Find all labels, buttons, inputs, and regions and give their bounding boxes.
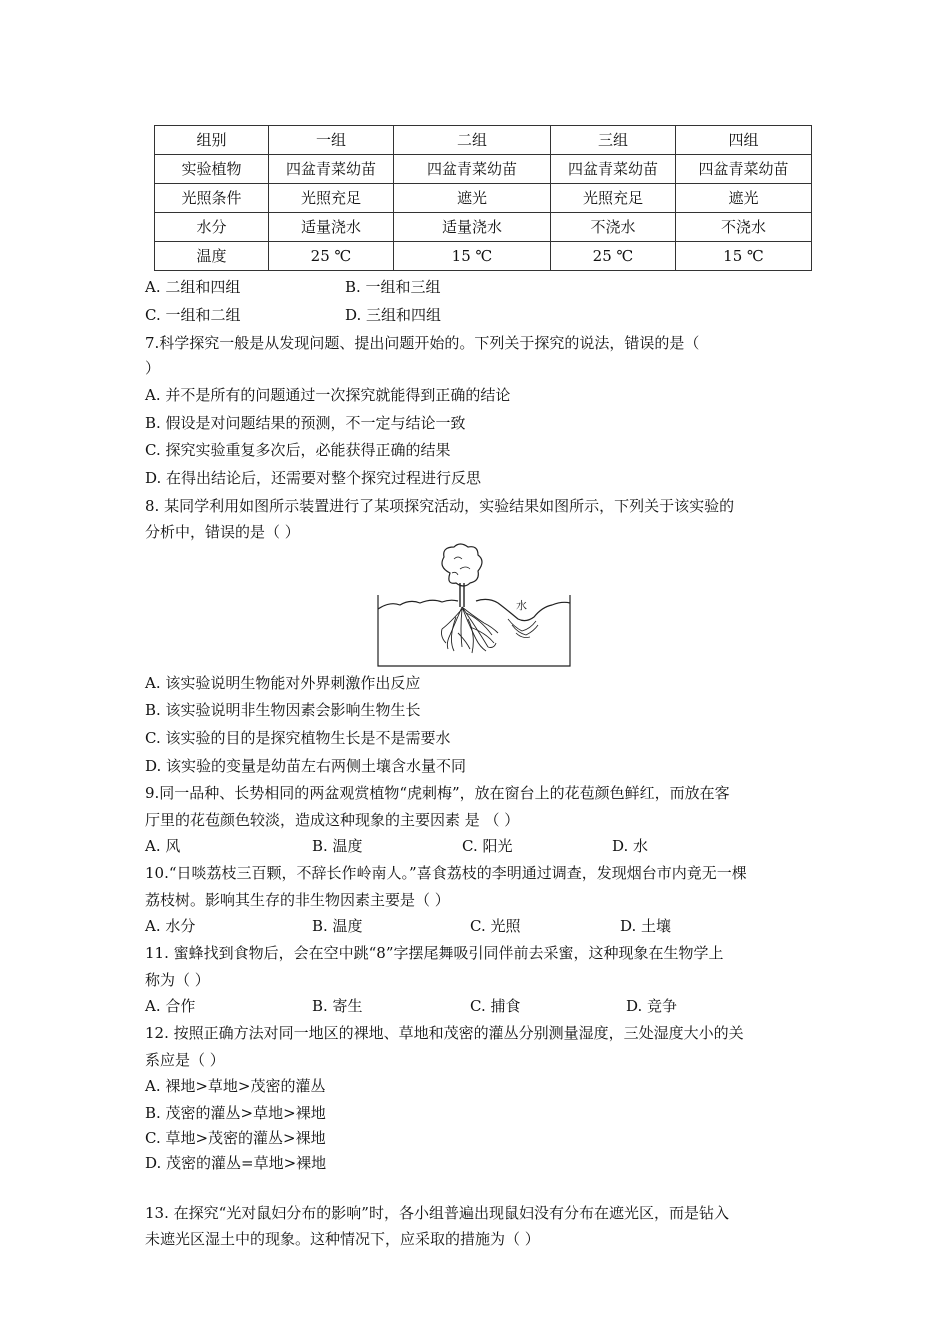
table-cell: 光照充足	[269, 184, 394, 213]
q10-option-c: C. 光照	[470, 917, 521, 935]
table-cell: 光照充足	[551, 184, 676, 213]
q11-option-d: D. 竞争	[626, 997, 678, 1015]
q6-option-c: C. 一组和二组	[145, 306, 241, 324]
q11-option-a: A. 合作	[145, 997, 196, 1015]
table-cell: 25 ℃	[551, 242, 676, 271]
water-label: 水	[516, 600, 527, 612]
q12-option-a: A. 裸地>草地>茂密的灌丛	[145, 1077, 326, 1095]
q12-option-b: B. 茂密的灌丛>草地>裸地	[145, 1104, 326, 1122]
q13-stem-line1: 13. 在探究“光对鼠妇分布的影响”时，各小组普遍出现鼠妇没有分布在遮光区，而是钻入	[145, 1204, 729, 1222]
q7-stem-line2: ）	[145, 359, 161, 377]
q11-stem-line1: 11. 蜜蜂找到食物后，会在空中跳“8”字摆尾舞吸引同伴前去采蜜，这种现象在生物学上	[145, 944, 724, 962]
water-pit	[508, 619, 538, 638]
q7-option-b: B. 假设是对问题结果的预测，不一定与结论一致	[145, 414, 466, 432]
table-cell: 三组	[551, 126, 676, 155]
q10-stem-line1: 10.“日啖荔枝三百颗，不辞长作岭南人。”喜食荔枝的李明通过调查，发现烟台市内竟无一棵	[145, 864, 747, 882]
q9-stem-line1: 9.同一品种、长势相同的两盆观赏植物“虎刺梅”，放在窗台上的花苞颜色鲜红，而放在客	[145, 784, 730, 802]
q12-stem-line1: 12. 按照正确方法对同一地区的裸地、草地和茂密的灌丛分别测量湿度，三处湿度大小的关	[145, 1024, 744, 1042]
q8-stem-line2: 分析中，错误的是（ ）	[145, 523, 300, 541]
q11-option-c: C. 捕食	[470, 997, 521, 1015]
table-cell: 不浇水	[551, 213, 676, 242]
q8-option-d: D. 该实验的变量是幼苗左右两侧土壤含水量不同	[145, 757, 467, 775]
table-cell: 遮光	[676, 184, 812, 213]
q9-option-c: C. 阳光	[462, 837, 513, 855]
q7-option-c: C. 探究实验重复多次后，必能获得正确的结果	[145, 441, 451, 459]
table-row	[155, 184, 812, 213]
q9-option-a: A. 风	[145, 837, 181, 855]
table-cell: 适量浇水	[394, 213, 551, 242]
q10-option-a: A. 水分	[145, 917, 196, 935]
table-cell: 遮光	[394, 184, 551, 213]
table-cell: 温度	[155, 242, 269, 271]
table-cell: 不浇水	[676, 213, 812, 242]
table-cell: 四盆青菜幼苗	[676, 155, 812, 184]
table-cell: 水分	[155, 213, 269, 242]
table-cell: 15 ℃	[394, 242, 551, 271]
q12-option-c: C. 草地>茂密的灌丛>裸地	[145, 1129, 326, 1147]
tree-crown-icon	[442, 544, 482, 586]
q13-stem-line2: 未遮光区湿土中的现象。这种情况下，应采取的措施为（ ）	[145, 1230, 540, 1248]
table-cell: 适量浇水	[269, 213, 394, 242]
table-cell: 四盆青菜幼苗	[551, 155, 676, 184]
q8-option-c: C. 该实验的目的是探究植物生长是不是需要水	[145, 729, 451, 747]
table-cell: 四盆青菜幼苗	[394, 155, 551, 184]
q9-option-d: D. 水	[612, 837, 649, 855]
q9-stem-line2: 厅里的花苞颜色较淡，造成这种现象的主要因素 是 （ ）	[145, 811, 520, 829]
table-row	[155, 126, 812, 155]
q12-option-d: D. 茂密的灌丛=草地>裸地	[145, 1154, 327, 1172]
table-cell: 四盆青菜幼苗	[269, 155, 394, 184]
table-cell: 15 ℃	[676, 242, 812, 271]
q8-stem-line1: 8. 某同学利用如图所示装置进行了某项探究活动，实验结果如图所示，下列关于该实验的	[145, 497, 735, 515]
q7-stem-line1: 7.科学探究一般是从发现问题、提出问题开始的。下列关于探究的说法，错误的是（	[145, 334, 700, 352]
experiment-table	[154, 125, 812, 271]
table-cell: 组别	[155, 126, 269, 155]
q6-option-d: D. 三组和四组	[345, 306, 442, 324]
q10-stem-line2: 荔枝树。影响其生存的非生物因素主要是（ ）	[145, 891, 450, 909]
table-cell: 实验植物	[155, 155, 269, 184]
seedling-water-figure	[376, 543, 572, 667]
container-outline	[378, 595, 570, 666]
q6-option-a: A. 二组和四组	[145, 278, 241, 296]
table-row	[155, 155, 812, 184]
q10-option-b: B. 温度	[312, 917, 363, 935]
q8-option-a: A. 该实验说明生物能对外界刺激作出反应	[145, 674, 421, 692]
q9-option-b: B. 温度	[312, 837, 363, 855]
q6-option-b: B. 一组和三组	[345, 278, 441, 296]
q11-stem-line2: 称为（ ）	[145, 971, 210, 989]
table-cell: 二组	[394, 126, 551, 155]
table-cell: 光照条件	[155, 184, 269, 213]
q10-option-d: D. 土壤	[620, 917, 672, 935]
q7-option-d: D. 在得出结论后，还需要对整个探究过程进行反思	[145, 469, 482, 487]
q11-option-b: B. 寄生	[312, 997, 363, 1015]
tree-trunk	[460, 583, 464, 607]
soil-surface-left	[378, 600, 458, 609]
roots-icon	[442, 607, 499, 653]
q12-stem-line2: 系应是（ ）	[145, 1051, 225, 1069]
table-cell: 25 ℃	[269, 242, 394, 271]
table-row	[155, 242, 812, 271]
q7-option-a: A. 并不是所有的问题通过一次探究就能得到正确的结论	[145, 386, 511, 404]
table-cell: 一组	[269, 126, 394, 155]
q8-option-b: B. 该实验说明非生物因素会影响生物生长	[145, 701, 421, 719]
table-row	[155, 213, 812, 242]
table-cell: 四组	[676, 126, 812, 155]
